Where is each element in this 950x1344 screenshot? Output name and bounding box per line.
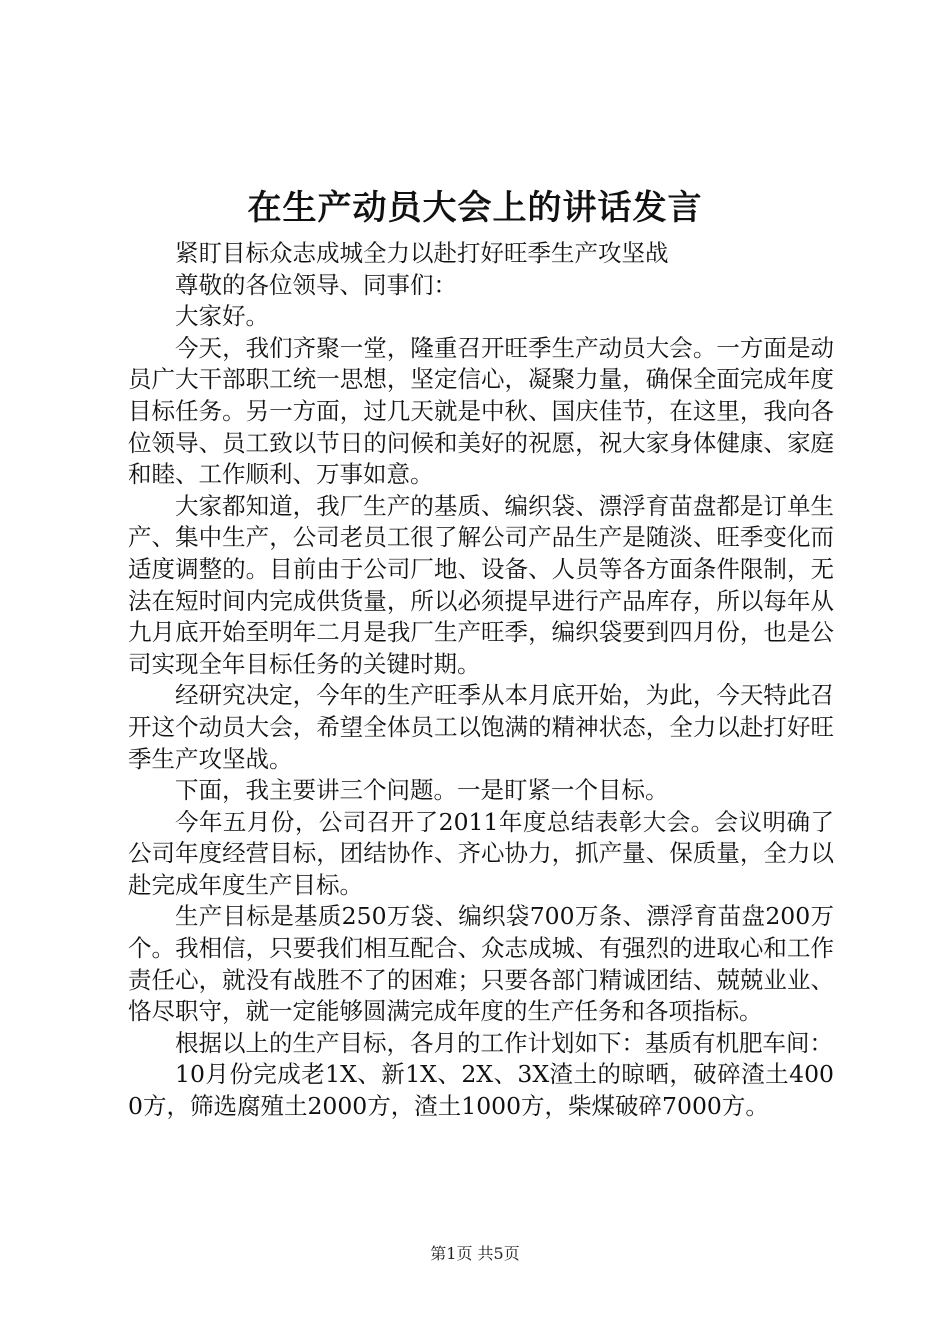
paragraph: 今年五月份，公司召开了2011年度总结表彰大会。会议明确了公司年度经营目标，团结协作、齐心协力，抓产量、保质量，全力以赴完成年度生产目标。 xyxy=(128,807,834,899)
paragraph: 生产目标是基质250万袋、编织袋700万条、漂浮育苗盘200万个。我相信，只要我们相互配合、众志成城、有强烈的进取心和工作责任心，就没有战胜不了的困难；只要各部门精诚团结、兢兢业业、恪尽职守，就一定能够圆满完成年度的生产任务和各项指标。 xyxy=(128,902,834,1026)
paragraph-salutation: 尊敬的各位领导、同事们： xyxy=(175,270,457,299)
paragraph: 下面，我主要讲三个问题。一是盯紧一个目标。 xyxy=(175,776,669,805)
paragraph: 经研究决定，今年的生产旺季从本月底开始，为此，今天特此召开这个动员大会，希望全体员工以饱满的精神状态，全力以赴打好旺季生产攻坚战。 xyxy=(128,681,834,773)
paragraph-greeting: 大家好。 xyxy=(175,302,269,331)
paragraph: 大家都知道，我厂生产的基质、编织袋、漂浮育苗盘都是订单生产、集中生产，公司老员工很了解公司产品生产是随淡、旺季变化而适度调整的。目前由于公司厂地、设备、人员等各方面条件限制，无法在短时间内完成供货量，所以必须提早进行产品库存，所以每年从九月底开始至明年二月是我厂生产旺季，编织袋要到四月份，也是公司实现全年目标任务的关键时期。 xyxy=(128,491,834,678)
paragraph: 今天，我们齐聚一堂，隆重召开旺季生产动员大会。一方面是动员广大干部职工统一思想，坚定信心，凝聚力量，确保全面完成年度目标任务。另一方面，过几天就是中秋、国庆佳节，在这里，我向各位领导、员工致以节日的问候和美好的祝愿，祝大家身体健康、家庭和睦、工作顺利、万事如意。 xyxy=(128,333,834,489)
document-title: 在生产动员大会上的讲话发言 xyxy=(247,188,703,228)
paragraph: 根据以上的生产目标，各月的工作计划如下：基质有机肥车间： xyxy=(175,1028,833,1057)
page-footer: 第1页 共5页 xyxy=(430,1244,520,1263)
paragraph: 10月份完成老1X、新1X、2X、3X渣土的晾晒，破碎渣土4000方，筛选腐殖土2000方，渣土1000方，柴煤破碎7000方。 xyxy=(128,1060,834,1121)
document-body xyxy=(128,238,834,1123)
paragraph-subtitle: 紧盯目标众志成城全力以赴打好旺季生产攻坚战 xyxy=(175,239,669,267)
